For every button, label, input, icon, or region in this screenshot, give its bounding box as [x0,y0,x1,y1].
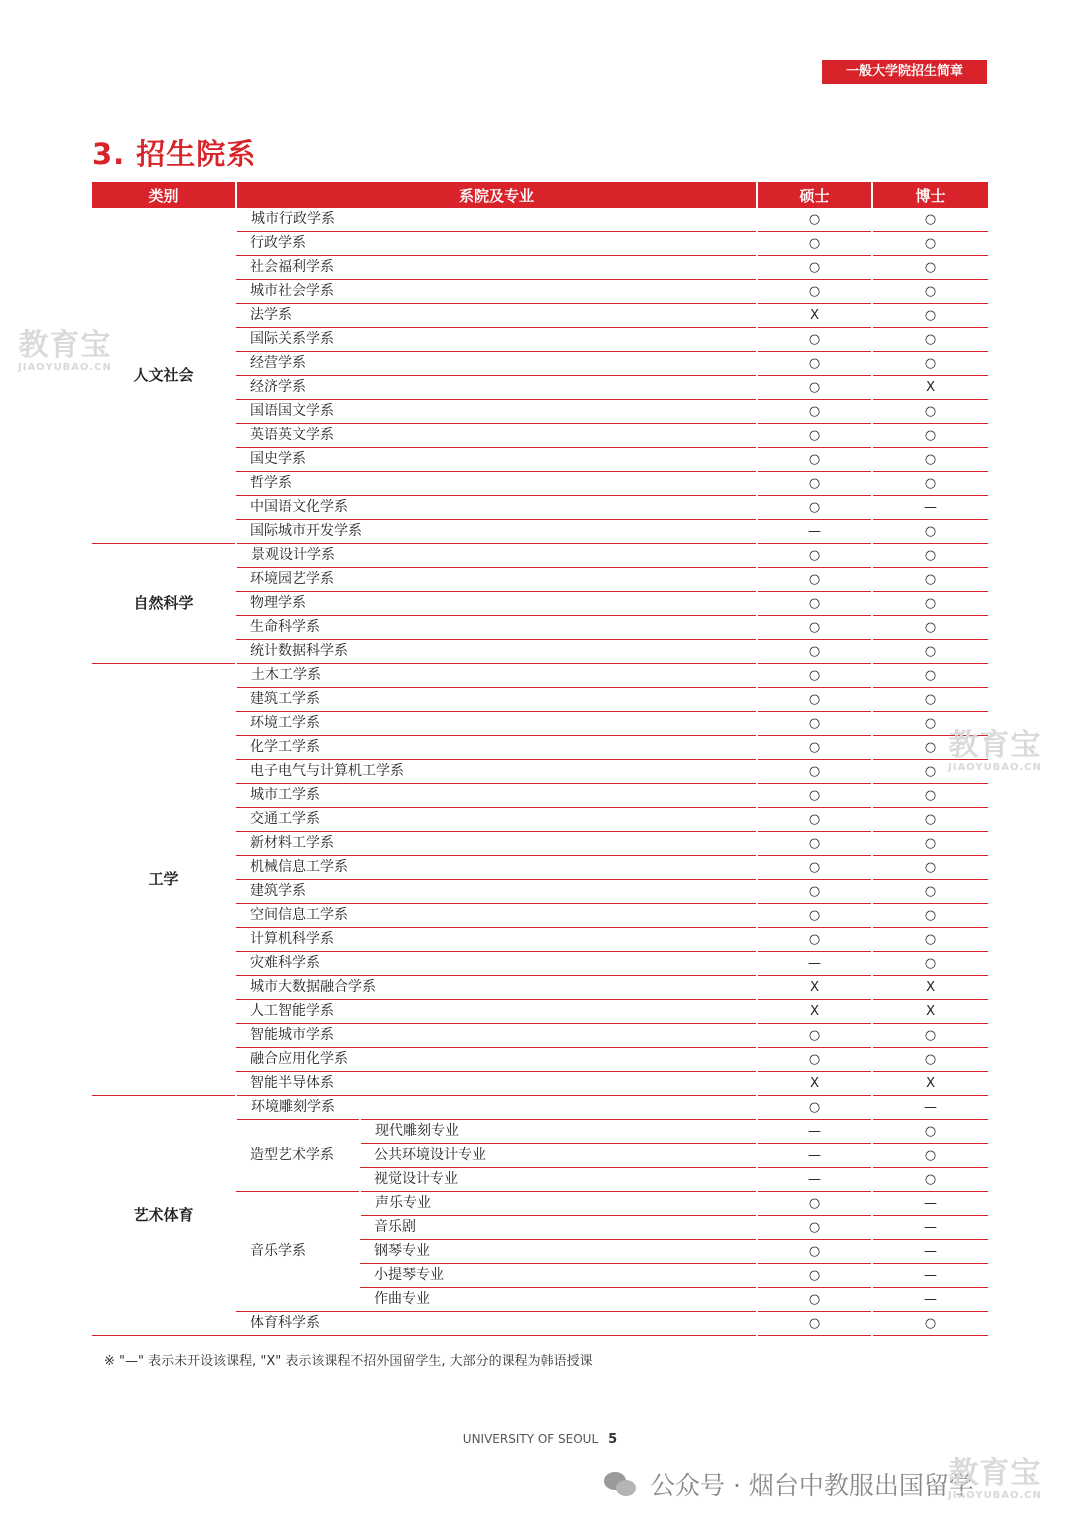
department-cell: 计算机科学系 [236,928,757,952]
master-mark: — [757,1144,872,1168]
department-cell: 灾难科学系 [236,952,757,976]
legend-note: ※ "—" 表示未开设该课程, "X" 表示该课程不招外国留学生, 大部分的课程为韩语授课 [104,1354,593,1369]
phd-mark: ○ [872,904,988,928]
master-mark: ○ [757,1048,872,1072]
phd-mark: ○ [872,784,988,808]
phd-mark: ○ [872,208,988,232]
category-cell: 自然科学 [92,544,236,664]
phd-mark: ○ [872,952,988,976]
phd-mark: ○ [872,856,988,880]
table-header-row [92,182,988,208]
phd-mark: ○ [872,1312,988,1336]
phd-mark: ○ [872,448,988,472]
master-mark: ○ [757,1216,872,1240]
department-cell: 经营学系 [236,352,757,376]
master-mark: ○ [757,208,872,232]
department-cell: 国际关系学系 [236,328,757,352]
phd-mark: ○ [872,472,988,496]
university-name: UNIVERSITY OF SEOUL [462,1432,599,1446]
phd-mark: ○ [872,592,988,616]
department-cell: 社会福利学系 [236,256,757,280]
master-mark: X [757,1072,872,1096]
master-mark: ○ [757,616,872,640]
department-cell: 环境雕刻学系 [236,1096,757,1120]
watermark-text: 教育宝 [948,1456,1042,1491]
department-cell: 新材料工学系 [236,832,757,856]
phd-mark: — [872,1240,988,1264]
phd-mark: ○ [872,520,988,544]
phd-mark: ○ [872,712,988,736]
brochure-tag: 一般大学院招生简章 [822,60,987,84]
phd-mark: ○ [872,736,988,760]
major-cell: 作曲专业 [360,1288,757,1312]
master-mark: ○ [757,400,872,424]
phd-mark: ○ [872,544,988,568]
master-mark: ○ [757,376,872,400]
department-cell: 建筑工学系 [236,688,757,712]
department-cell: 法学系 [236,304,757,328]
department-cell: 经济学系 [236,376,757,400]
master-mark: — [757,1168,872,1192]
phd-mark: ○ [872,664,988,688]
phd-mark: ○ [872,400,988,424]
master-mark: — [757,952,872,976]
department-cell: 生命科学系 [236,616,757,640]
phd-mark: ○ [872,1144,988,1168]
master-mark: ○ [757,928,872,952]
department-cell: 人工智能学系 [236,1000,757,1024]
department-cell: 空间信息工学系 [236,904,757,928]
master-mark: ○ [757,568,872,592]
major-cell: 视觉设计专业 [360,1168,757,1192]
department-cell: 造型艺术学系 [236,1120,360,1192]
department-cell: 交通工学系 [236,808,757,832]
master-mark: ○ [757,1312,872,1336]
master-mark: ○ [757,760,872,784]
major-cell: 音乐剧 [360,1216,757,1240]
phd-mark: — [872,1192,988,1216]
department-cell: 体育科学系 [236,1312,757,1336]
master-mark: ○ [757,496,872,520]
phd-mark: ○ [872,352,988,376]
department-cell: 化学工学系 [236,736,757,760]
department-cell: 国际城市开发学系 [236,520,757,544]
phd-mark: — [872,496,988,520]
phd-mark: ○ [872,328,988,352]
phd-mark: ○ [872,1168,988,1192]
phd-mark: X [872,976,988,1000]
department-cell: 电子电气与计算机工学系 [236,760,757,784]
master-mark: X [757,976,872,1000]
master-mark: ○ [757,424,872,448]
wechat-icon [604,1470,638,1498]
phd-mark: ○ [872,880,988,904]
department-cell: 土木工学系 [236,664,757,688]
page-number: 5 [608,1432,618,1447]
category-cell: 工学 [92,664,236,1096]
department-table [92,182,988,1336]
master-mark: ○ [757,784,872,808]
department-cell: 统计数据科学系 [236,640,757,664]
phd-mark: X [872,1000,988,1024]
department-cell: 融合应用化学系 [236,1048,757,1072]
phd-mark: ○ [872,688,988,712]
master-mark: ○ [757,328,872,352]
phd-mark: ○ [872,232,988,256]
phd-mark: — [872,1096,988,1120]
master-mark: ○ [757,448,872,472]
phd-mark: ○ [872,424,988,448]
watermark-url: JIAOYUBAO.CN [948,1490,1042,1501]
master-mark: ○ [757,664,872,688]
master-mark: ○ [757,1096,872,1120]
section-title: 3. 招生院系 [92,137,257,171]
watermark-logo [948,730,1042,774]
header-category: 类别 [92,182,236,208]
table-row [92,208,988,232]
table-row [92,664,988,688]
department-cell: 国史学系 [236,448,757,472]
master-mark: ○ [757,880,872,904]
watermark-url: JIAOYUBAO.CN [18,362,112,373]
watermark-logo [948,1458,1042,1502]
phd-mark: — [872,1264,988,1288]
master-mark: ○ [757,1288,872,1312]
header-master: 硕士 [757,182,872,208]
master-mark: — [757,520,872,544]
watermark-url: JIAOYUBAO.CN [948,762,1042,773]
master-mark: ○ [757,280,872,304]
phd-mark: ○ [872,832,988,856]
phd-mark: ○ [872,808,988,832]
master-mark: ○ [757,736,872,760]
master-mark: ○ [757,1192,872,1216]
phd-mark: X [872,376,988,400]
phd-mark: ○ [872,1120,988,1144]
master-mark: ○ [757,352,872,376]
phd-mark: ○ [872,616,988,640]
department-cell: 音乐学系 [236,1192,360,1312]
department-cell: 环境园艺学系 [236,568,757,592]
watermark-text: 教育宝 [18,328,112,363]
wechat-text: 公众号 · 烟台中教服出国留学 [650,1471,974,1500]
arts-group [92,1096,988,1336]
master-mark: ○ [757,808,872,832]
master-mark: — [757,1120,872,1144]
phd-mark: ○ [872,640,988,664]
major-cell: 小提琴专业 [360,1264,757,1288]
department-cell: 中国语文化学系 [236,496,757,520]
master-mark: X [757,1000,872,1024]
department-cell: 城市工学系 [236,784,757,808]
master-mark: ○ [757,1264,872,1288]
table-row [92,544,988,568]
department-cell: 机械信息工学系 [236,856,757,880]
department-cell: 国语国文学系 [236,400,757,424]
master-mark: ○ [757,472,872,496]
table-row [92,1096,988,1120]
master-mark: X [757,304,872,328]
department-cell: 城市大数据融合学系 [236,976,757,1000]
phd-mark: ○ [872,928,988,952]
phd-mark: ○ [872,568,988,592]
master-mark: ○ [757,712,872,736]
master-mark: ○ [757,904,872,928]
header-department: 系院及专业 [236,182,757,208]
watermark-logo [18,330,112,374]
master-mark: ○ [757,1024,872,1048]
department-cell: 建筑学系 [236,880,757,904]
watermark-text: 教育宝 [948,728,1042,763]
master-mark: ○ [757,544,872,568]
master-mark: ○ [757,688,872,712]
department-cell: 英语英文学系 [236,424,757,448]
category-cell: 人文社会 [92,208,236,544]
phd-mark: — [872,1288,988,1312]
department-cell: 环境工学系 [236,712,757,736]
master-mark: ○ [757,832,872,856]
phd-mark: — [872,1216,988,1240]
master-mark: ○ [757,640,872,664]
department-cell: 城市社会学系 [236,280,757,304]
master-mark: ○ [757,1240,872,1264]
phd-mark: ○ [872,280,988,304]
department-cell: 行政学系 [236,232,757,256]
major-cell: 声乐专业 [360,1192,757,1216]
major-cell: 钢琴专业 [360,1240,757,1264]
phd-mark: ○ [872,760,988,784]
phd-mark: ○ [872,256,988,280]
phd-mark: ○ [872,304,988,328]
major-cell: 现代雕刻专业 [360,1120,757,1144]
wechat-account [604,1466,974,1502]
header-phd: 博士 [872,182,988,208]
master-mark: ○ [757,856,872,880]
major-cell: 公共环境设计专业 [360,1144,757,1168]
master-mark: ○ [757,232,872,256]
phd-mark: ○ [872,1048,988,1072]
category-cell: 艺术体育 [92,1096,236,1336]
phd-mark: X [872,1072,988,1096]
master-mark: ○ [757,256,872,280]
department-cell: 智能城市学系 [236,1024,757,1048]
department-cell: 哲学系 [236,472,757,496]
department-cell: 物理学系 [236,592,757,616]
department-cell: 景观设计学系 [236,544,757,568]
page-footer [0,1432,1080,1447]
department-cell: 城市行政学系 [236,208,757,232]
master-mark: ○ [757,592,872,616]
phd-mark: ○ [872,1024,988,1048]
department-cell: 智能半导体系 [236,1072,757,1096]
table-body [92,208,988,1096]
